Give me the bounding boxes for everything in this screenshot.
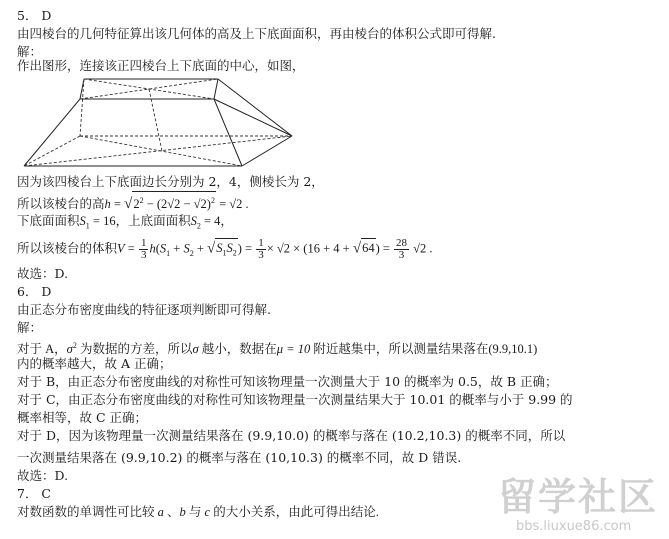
height-formula: 所以该棱台的高$h = √2^2 - (2√2 - √2)^2 = √2$ . bbox=[17, 191, 249, 213]
svg-text:bbs.liuxue86.com: bbs.liuxue86.com bbox=[516, 519, 632, 534]
option-a-line2: 内的概率越大，故 A 正确； bbox=[17, 356, 172, 371]
figure-description: 作出图形，连接该正四棱台上下底面的中心，如图， bbox=[17, 58, 305, 73]
frustum-figure bbox=[22, 71, 302, 171]
option-b: 对于 B，由正态分布密度曲线的对称性可知该物理量一次测量大于 10 的概率为 0.5，故 B 正确； bbox=[17, 374, 558, 389]
base-areas: 下底面面积$S_1 = 16$，上底面面积$S_2 = 4$， bbox=[17, 214, 233, 231]
answer-5-choice: 故选：D. bbox=[17, 266, 69, 281]
answer-7-analysis: 对数函数的单调性可比较 a 、b 与 c 的大小关系，由此可得出结论. bbox=[17, 505, 379, 519]
answer-5-analysis: 由四棱台的几何特征算出该几何体的高及上下底面面积，再由棱台的体积公式即可得解. bbox=[17, 26, 496, 41]
option-c-line1: 对于 C，由正态分布密度曲线的对称性可知该物理量一次测量结果大于 10.01 的概率与小于 9.99 的 bbox=[17, 392, 573, 407]
solution-label: 解： bbox=[17, 44, 43, 59]
answer-6-analysis: 由正态分布密度曲线的特征逐项判断即可得解. bbox=[17, 302, 271, 317]
answer-5-header: 5． D bbox=[17, 8, 52, 23]
answer-6-choice: 故选：D. bbox=[17, 468, 69, 483]
answer-6-header: 6． D bbox=[17, 284, 52, 299]
option-d-line2: 一次测量结果落在 (9.9,10.2) 的概率与落在 (10,10.3) 的概率不同，故 D 错误. bbox=[17, 450, 462, 465]
option-a-line1: 对于 A，$\sigma^2$ 为数据的方差，所以σ 越小，数据在μ = 10 附近越集中，所以测量结果落在(9.9,10.1) bbox=[17, 341, 538, 357]
option-c-line2: 概率相等，故 C 正确； bbox=[17, 410, 148, 425]
volume-formula: 所以该棱台的体积V = $\frac{1}{3}$ $h(S_1 + S_2 + √S_1S_2)$ = $\frac{1}{3}$ × √2 × (16 + 4 + √64) = $\frac{28}{3}$ √2 . bbox=[17, 237, 433, 261]
svg-text:留学社区: 留学社区 bbox=[498, 475, 659, 519]
given-edges: 因为该四棱台上下底面边长分别为 2，4，侧棱长为 2， bbox=[17, 174, 324, 189]
solution-label-6: 解： bbox=[17, 320, 43, 335]
option-d-line1: 对于 D，因为该物理量一次测量结果落在 (9.9,10.0) 的概率与落在 (10.2,10.3) 的概率不同，所以 bbox=[17, 428, 566, 443]
watermark-logo bbox=[490, 470, 669, 539]
answer-7-header: 7． C bbox=[17, 486, 51, 501]
